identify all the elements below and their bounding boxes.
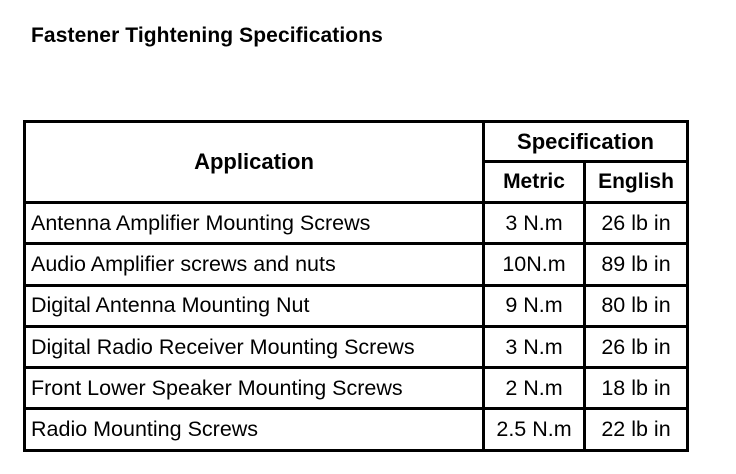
metric-header: Metric <box>484 162 585 203</box>
metric-cell: 3 N.m <box>484 203 585 244</box>
english-cell: 26 lb in <box>585 326 688 367</box>
application-cell: Antenna Amplifier Mounting Screws <box>25 203 484 244</box>
application-cell: Digital Antenna Mounting Nut <box>25 285 484 326</box>
english-cell: 80 lb in <box>585 285 688 326</box>
english-header: English <box>585 162 688 203</box>
english-cell: 22 lb in <box>585 409 688 450</box>
fastener-spec-table <box>23 120 689 452</box>
application-cell: Audio Amplifier screws and nuts <box>25 244 484 285</box>
application-cell: Front Lower Speaker Mounting Screws <box>25 368 484 409</box>
table-row <box>25 203 688 244</box>
metric-cell: 3 N.m <box>484 326 585 367</box>
english-cell: 26 lb in <box>585 203 688 244</box>
table-row <box>25 326 688 367</box>
metric-cell: 10N.m <box>484 244 585 285</box>
application-header: Application <box>25 122 484 203</box>
page-title: Fastener Tightening Specifications <box>31 24 383 47</box>
table-row <box>25 285 688 326</box>
english-cell: 89 lb in <box>585 244 688 285</box>
metric-cell: 2 N.m <box>484 368 585 409</box>
table-row <box>25 368 688 409</box>
specification-header: Specification <box>484 122 688 162</box>
application-cell: Digital Radio Receiver Mounting Screws <box>25 326 484 367</box>
table-row <box>25 409 688 450</box>
english-cell: 18 lb in <box>585 368 688 409</box>
application-cell: Radio Mounting Screws <box>25 409 484 450</box>
table-row <box>25 244 688 285</box>
metric-cell: 2.5 N.m <box>484 409 585 450</box>
metric-cell: 9 N.m <box>484 285 585 326</box>
